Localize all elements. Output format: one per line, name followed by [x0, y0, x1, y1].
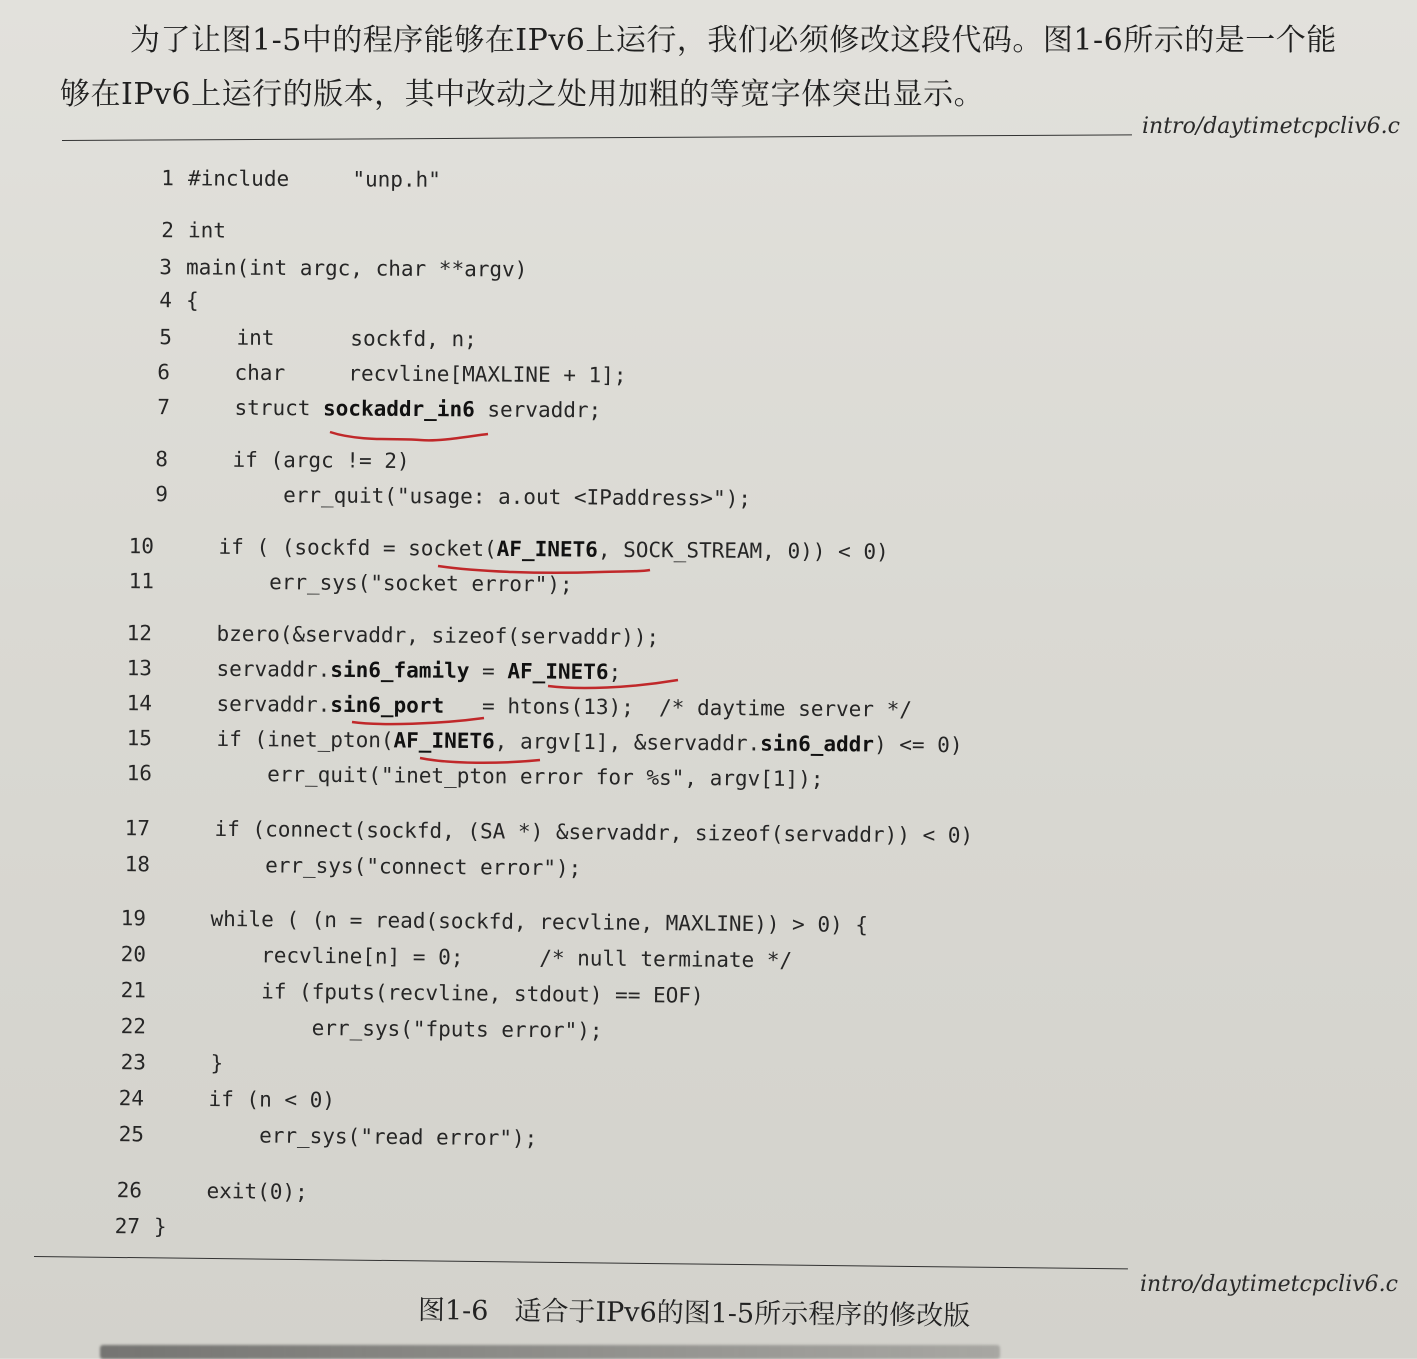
- line-number: 23: [120, 1050, 147, 1075]
- line-number: 2: [161, 218, 175, 243]
- line-number: 13: [126, 656, 153, 681]
- code-text: if (fputs(recvline, stdout) == EOF): [159, 978, 704, 1008]
- code-line: [106, 1214, 167, 1239]
- code-line: [120, 569, 573, 597]
- top-rule: [62, 134, 1132, 141]
- cutoff-text-line: [100, 1345, 1000, 1359]
- filename-top: intro/daytimetcpcliv6.c: [1142, 114, 1400, 139]
- line-number: 26: [116, 1178, 143, 1203]
- code-line: [118, 621, 659, 649]
- line-number: 9: [155, 482, 169, 507]
- line-number: 7: [157, 395, 171, 420]
- bottom-rule: [34, 1256, 1128, 1269]
- line-number: 1: [161, 166, 175, 191]
- code-line: [118, 726, 963, 757]
- code-text: servaddr.: [165, 691, 331, 717]
- line-number: 24: [118, 1086, 145, 1111]
- code-line: [110, 1086, 335, 1112]
- code-text: if (argc != 2): [181, 447, 410, 474]
- line-number: 18: [124, 852, 151, 877]
- code-text: {: [185, 288, 199, 313]
- code-highlight: sin6_port: [330, 692, 445, 718]
- code-text: }: [153, 1214, 167, 1239]
- code-line: [134, 482, 751, 511]
- code-line: [110, 1122, 538, 1150]
- line-number: 25: [118, 1122, 145, 1147]
- code-text: err_sys("fputs error");: [159, 1014, 603, 1043]
- line-number: 11: [128, 569, 155, 594]
- code-text: err_quit("usage: a.out <IPaddress>");: [181, 482, 752, 511]
- line-number: 6: [157, 360, 171, 385]
- code-text: =: [469, 658, 508, 684]
- line-number: 10: [128, 534, 155, 559]
- code-text: while ( (n = read(sockfd, recvline, MAXLINE)) > 0) {: [159, 906, 869, 937]
- code-line: [112, 978, 704, 1008]
- code-highlight: AF_INET6: [393, 728, 495, 754]
- code-line: [112, 1050, 223, 1075]
- code-line: [118, 761, 824, 791]
- line-number: 22: [120, 1014, 147, 1039]
- code-line: [138, 325, 477, 351]
- code-text: #include "unp.h": [187, 166, 441, 192]
- code-line: [118, 691, 912, 722]
- code-line: [138, 255, 528, 282]
- line-number: 27: [114, 1214, 141, 1239]
- line-number: 21: [120, 978, 147, 1003]
- code-line: [112, 906, 868, 937]
- code-listing: [100, 166, 1250, 1246]
- code-highlight: sockaddr_in6: [322, 396, 475, 422]
- code-text: err_sys("read error");: [157, 1122, 538, 1151]
- code-line: [116, 816, 973, 848]
- intro-line-1: 为了让图1-5中的程序能够在IPv6上运行，我们必须修改这段代码。图1-6所示的是一个能: [130, 23, 1337, 58]
- code-text: int: [187, 218, 227, 243]
- code-line: [116, 852, 581, 880]
- code-line: [138, 288, 199, 312]
- line-number: 12: [126, 621, 153, 646]
- code-text: bzero(&servaddr, sizeof(servaddr));: [165, 621, 660, 650]
- code-text: , SOCK_STREAM, 0)) < 0): [597, 537, 889, 564]
- code-text: exit(0);: [155, 1178, 308, 1205]
- code-line: [120, 534, 889, 564]
- line-number: 5: [159, 325, 173, 350]
- figure-caption: [418, 1288, 971, 1333]
- intro-paragraph: [60, 14, 1400, 122]
- code-line: [136, 395, 601, 422]
- code-text: = htons(13); /* daytime server */: [444, 693, 913, 722]
- line-number: 17: [124, 816, 151, 841]
- code-line: [118, 656, 621, 684]
- code-text: servaddr.: [165, 656, 331, 682]
- code-highlight: AF_INET6: [507, 659, 609, 685]
- code-text: err_sys("socket error");: [167, 569, 573, 597]
- code-text: , argv[1], &servaddr.: [494, 729, 761, 756]
- code-line: [112, 1014, 603, 1043]
- code-text: err_sys("connect error");: [163, 852, 582, 881]
- code-text: if (connect(sockfd, (SA *) &servaddr, sizeof(servaddr)) < 0): [163, 816, 974, 848]
- line-number: 4: [159, 288, 173, 313]
- code-text: main(int argc, char **argv): [185, 255, 528, 282]
- code-line: [112, 942, 792, 972]
- figure-number: 图1-6: [417, 1295, 489, 1327]
- code-text: servaddr;: [474, 397, 602, 423]
- line-number: 16: [126, 761, 153, 786]
- code-text: if ( (sockfd = socket(: [167, 534, 497, 561]
- line-number: 8: [155, 447, 169, 472]
- code-text: struct: [183, 395, 324, 421]
- line-number: 19: [120, 906, 147, 931]
- line-number: 3: [159, 255, 173, 280]
- code-text: err_quit("inet_pton error for %s", argv[1]);: [165, 761, 824, 792]
- code-line: [136, 360, 627, 387]
- code-text: int sockfd, n;: [185, 325, 477, 352]
- code-highlight: sin6_addr: [760, 731, 875, 757]
- code-text: ) <= 0): [873, 732, 963, 758]
- line-number: 15: [126, 726, 153, 751]
- code-text: char recvline[MAXLINE + 1];: [183, 360, 627, 388]
- code-text: }: [159, 1050, 224, 1076]
- code-highlight: AF_INET6: [496, 536, 598, 562]
- code-line: [140, 166, 441, 192]
- code-line: [108, 1178, 308, 1204]
- code-highlight: sin6_family: [330, 657, 470, 683]
- intro-line-2: 够在IPv6上运行的版本，其中改动之处用加粗的等宽字体突出显示。: [60, 77, 985, 112]
- code-line: [140, 218, 226, 243]
- code-text: if (inet_pton(: [165, 726, 394, 753]
- code-line: [134, 447, 410, 473]
- line-number: 14: [126, 691, 153, 716]
- filename-bottom: intro/daytimetcpcliv6.c: [1140, 1272, 1398, 1297]
- code-text: recvline[n] = 0; /* null terminate */: [159, 942, 793, 973]
- figure-title: 适合于IPv6的图1-5所示程序的修改版: [514, 1296, 971, 1332]
- line-number: 20: [120, 942, 147, 967]
- code-text: if (n < 0): [157, 1086, 336, 1113]
- code-text: ;: [608, 660, 622, 685]
